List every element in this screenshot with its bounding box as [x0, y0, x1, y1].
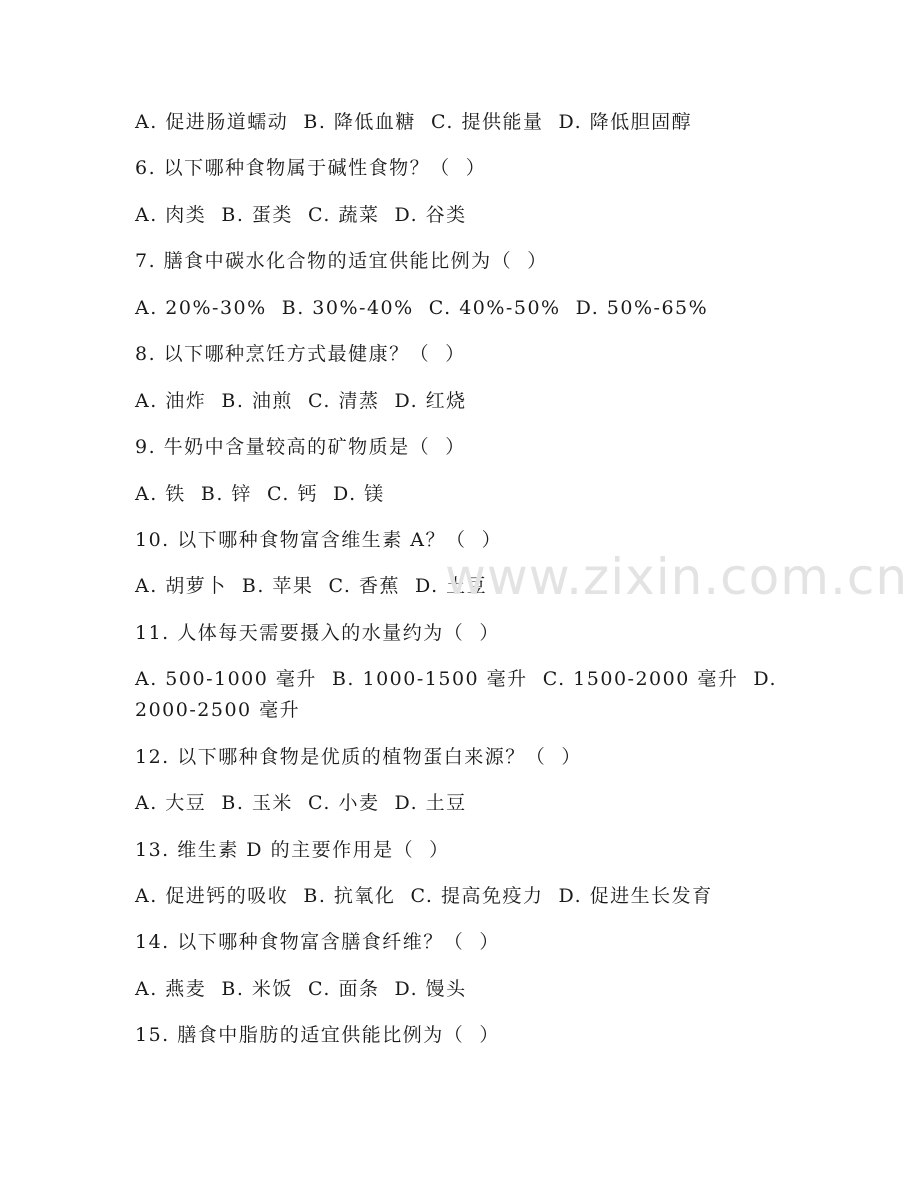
options-q5: A. 促进肠道蠕动 B. 降低血糖 C. 提供能量 D. 降低胆固醇 [135, 111, 693, 133]
question-14: 14. 以下哪种食物富含膳食纤维？（ ） [135, 931, 500, 953]
question-9: 9. 牛奶中含量较高的矿物质是（ ） [135, 436, 466, 458]
question-15: 15. 膳食中脂肪的适宜供能比例为（ ） [135, 1024, 500, 1046]
question-10: 10. 以下哪种食物富含维生素 A？（ ） [135, 529, 503, 551]
question-8: 8. 以下哪种烹饪方式最健康？（ ） [135, 343, 466, 365]
question-11: 11. 人体每天需要摄入的水量约为（ ） [135, 622, 500, 644]
watermark: www.zixin.com.cn [445, 548, 909, 606]
options-q13: A. 促进钙的吸收 B. 抗氧化 C. 提高免疫力 D. 促进生长发育 [135, 885, 713, 907]
options-q14: A. 燕麦 B. 米饭 C. 面条 D. 馒头 [135, 978, 467, 1000]
options-q12: A. 大豆 B. 玉米 C. 小麦 D. 土豆 [135, 792, 467, 814]
options-q10: A. 胡萝卜 B. 苹果 C. 香蕉 D. 土豆 [135, 575, 488, 597]
question-7: 7. 膳食中碳水化合物的适宜供能比例为（ ） [135, 250, 548, 272]
question-13: 13. 维生素 D 的主要作用是（ ） [135, 839, 450, 861]
options-q11: A. 500-1000 毫升 B. 1000-1500 毫升 C. 1500-2000 毫升 D. 2000-2500 毫升 [135, 668, 785, 721]
options-q7: A. 20%-30% B. 30%-40% C. 40%-50% D. 50%-65% [135, 297, 709, 319]
question-12: 12. 以下哪种食物是优质的植物蛋白来源？（ ） [135, 746, 582, 768]
options-q9: A. 铁 B. 锌 C. 钙 D. 镁 [135, 483, 385, 505]
options-q6: A. 肉类 B. 蛋类 C. 蔬菜 D. 谷类 [135, 204, 467, 226]
question-6: 6. 以下哪种食物属于碱性食物？（ ） [135, 157, 487, 179]
options-q8: A. 油炸 B. 油煎 C. 清蒸 D. 红烧 [135, 390, 467, 412]
